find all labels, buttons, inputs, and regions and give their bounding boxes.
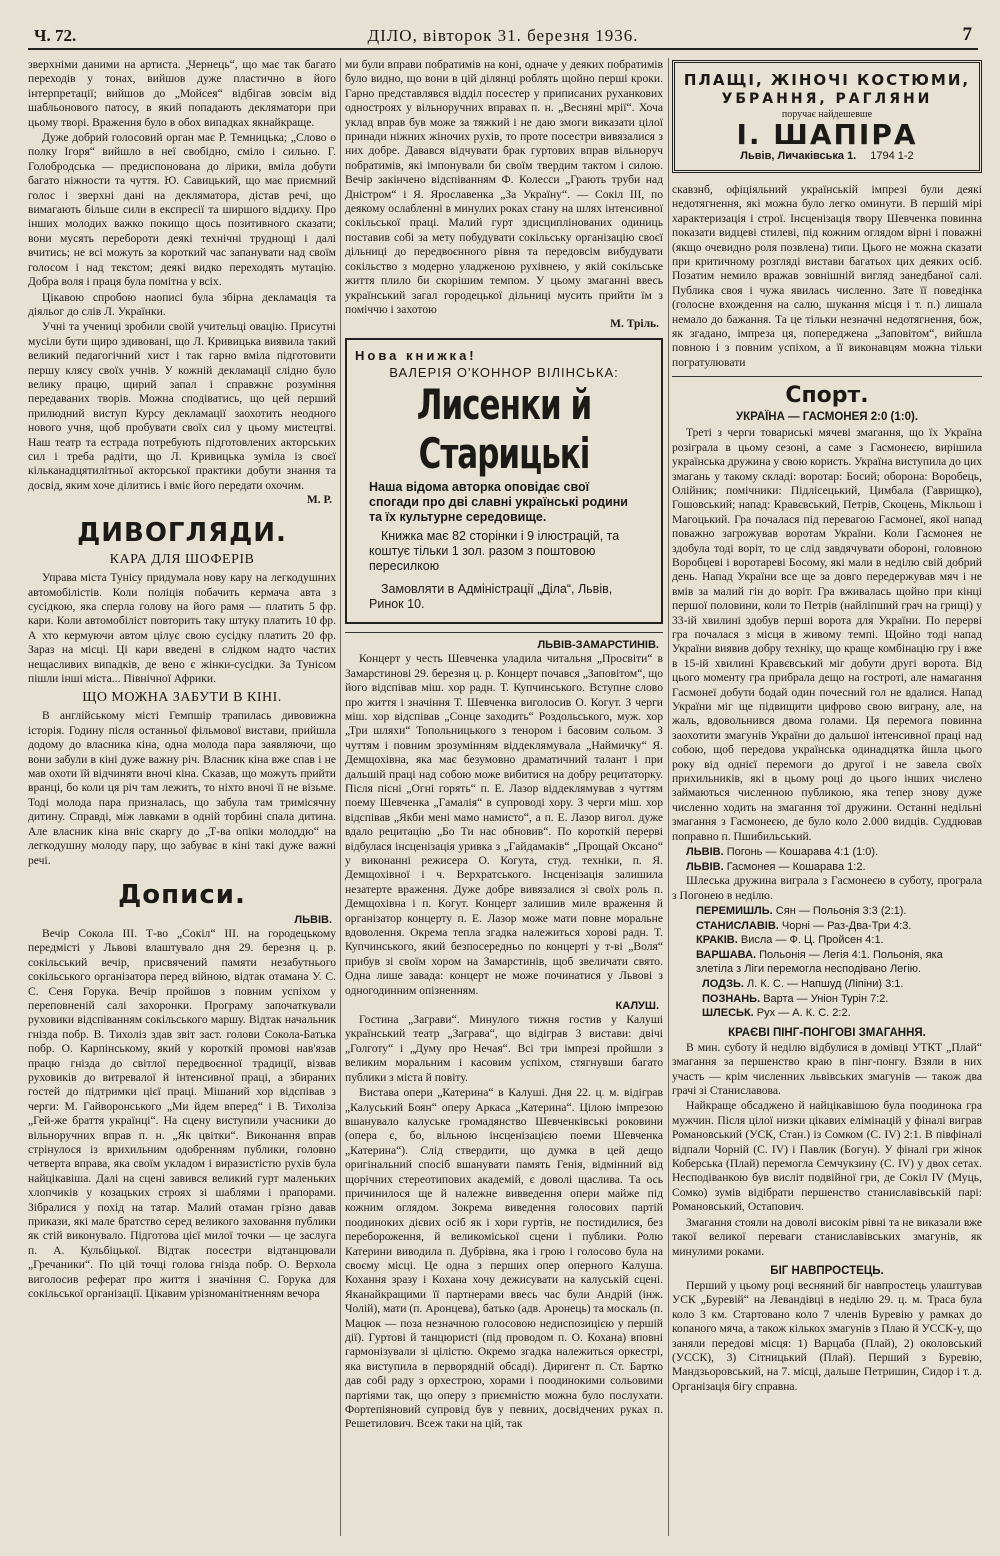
kalush-zagrava-text: Гостина „Заграви“. Минулого тижня гостив у Калуші український театр „Заграва“, що відіграв 3 вистави: двічі „Голготу“ і „Думу про Нечая“. Всі три імпрезі пройшли з великим моральним і касовим успіхом, стягнувши багато публики з міста й повіту. bbox=[345, 1013, 663, 1084]
lviv-dateline: ЛЬВІВ. bbox=[294, 913, 332, 926]
column-rule-1 bbox=[340, 58, 341, 1536]
divoglyady-heading: ДИВОГЛЯДИ. bbox=[77, 518, 287, 549]
column-right bbox=[672, 58, 982, 1536]
pingpong-paragraph-1: В мин. суботу й неділю відбулися в домівці УТКТ „Плай“ змагання за першенство краю в пінг-понгу. Взяли в них участь — крім численних львівських змагунів — також два грачі зі Станиславова. bbox=[672, 1040, 982, 1098]
dopysy-heading: Дописи. bbox=[118, 879, 246, 910]
kalush-continued-text: скавзнб, офіціяльний українській імпрезі були деякі недотягнення, які можна було легко оминути. В першій мірі характеризація і строї. Інсценізація твору Шевченка повинна показати видцеві стилеві, під кожним оглядом вірні і поважні (якщо очевидно роля позвлена) типи. Цього не можна сказати при критичному розгляді вистави багатьох цих деяких осіб. Позатим немило вражав зовнішній вигляд занедбаної салі. Публика своя і чужа явилась численно. Зате її поведінка (голосне вхождення на салю, шукання місця і т. п.) лишала немало до бажання. Та це тільки незначні недотягнення, бож, як згадано, імпреза ця, попереджена „Заповітом“, вийшла повною і з повним успіхом, а її виконавцям можна тільки погратулювати bbox=[672, 183, 982, 369]
results-list bbox=[672, 845, 982, 1021]
book-title: Лисенки й Старицькі bbox=[416, 381, 592, 479]
ad-line-2: УБРАННЯ, РАГЛЯНИ bbox=[721, 91, 933, 107]
ad-phone: 1794 1-2 bbox=[870, 150, 914, 162]
result-row: ЛОДЗЬ. Л. К. С. — Напшуд (Ліпіни) 3:1. bbox=[702, 978, 904, 991]
column-rule-2 bbox=[668, 58, 669, 1536]
kino-text: В англійському місті Гемпшір трапилась дивовижна історія. Годину після останньої фільмової вистави, прийшла додому до власника кіна, одна молода пара заявляючи, що вони забули в кіні дуже важну річ. Власник кіна вже спав і не мав охоти їй відчиняти вночі кіна. Сказав, що можуть прийти вранці, бо коли ця річ там лежить, то ніхто вночі її не візьме. Тоді молода пара призналась, що забула там тримісячну дитину. Справді, між лавками в одній торбині спала дитина. Але власник кіна вніс скаргу до „Т-ва опіки молоддю“ на легкодушну молоду пару, що забуває в кіні такі дуже важні речі. bbox=[28, 709, 336, 867]
zamarstyniv-text: Концерт у честь Шевченка уладила читальня „Просвіти“ в Замарстинові 29. березня ц. р. Концерт почався „Заповітом“, що його відспівав міш. хор радн. Т. Купчинського. Вступне слово про життя і значіння Т. Шевченка виголосив О. Когут. З черги міш. хор відспівав „Сонце заходить“ Роздольського, муж. хор „Три шляхи“ Топольницького з тенором і басовим сольом. З чуттям і повним зрозумінням віддеклямувала „Наймичку“ Я. Демщохівна, яка має безумовно драматичний талант і при дальшій праці над собою може вибитися на добру рецитаторку. Після пісні „Огні горять“ п. Е. Лазор віддеклямував з чуттям поему Шевченка „Гамалія“ в супроводі хору. З черги міш. хор відспівав „Якби мені мамо намисто“, а п. Е. Лазор вигол. дуже вдало рецитацію „Бо Ти нас обновив“. По короткій перерві відбулася інсценізація уривка з „Гайдамаків“ „Прощай Оксано“ у виконанні режисера О. Когута, студ. техніки, п. Я. Демщохівної і ч. Верхратського. Інсценізація залишила незатерте враження. Дуже добре вивязалися зі своїх роль п. Демщохівна і п. Когут. Концерт залишив миле враження й організатор концерту п. Е. Лазор може мати повне моральне вдоволення. Окрема тепла згадка належиться хорові радн. Т. Купчинського, який безпосередньо по концерті у т-ві „Воля“ прибув зі своїм хором на Замарстинів, щоб звеличати свято. Одна лише завада: концерт не може починатися у Львові з одногодинним опізненням. bbox=[345, 652, 663, 997]
result-row: ВАРШАВА. Польонія — Легія 4:1. Польонія, яка злетіла з Ліги перемогла несподівано Легію. bbox=[696, 948, 943, 976]
intro-signature: М. Р. bbox=[306, 494, 332, 507]
result-row: СТАНИСЛАВІВ. Чорні — Раз-Два-Три 4:3. bbox=[696, 919, 912, 932]
masthead bbox=[28, 22, 978, 50]
result-row: ЛЬВІВ. Гасмонея — Кошарава 1:2. bbox=[686, 860, 866, 873]
result-row: КРАКІВ. Висла — Ф. Ц. Пройсен 4:1. bbox=[696, 934, 884, 947]
ad-address: Львів, Личаківська 1. bbox=[740, 150, 857, 162]
kalush-opera-text: Вистава опери „Катерина“ в Калуші. Дня 22. ц. м. відіграв „Калуський Боян“ оперу Аркаса „Катерина“. Цілою імпрезою вшанувало калуське громадянство Шевченківські роковини (опера є, бо, вільною інсценізацією поеми Шевченка „Катерина“). Слід ствердити, що думка в цей дещо оригінальний спосіб вшанувати память Генія, відмінний від щорічних стереотипових академій, є доволі щаслива. Та ось причинилося ще й належне вивведення опери майже під кожним оглядом. Зокрема виведення голосових партій поодиноких дієвих осіб як і хори гуртів, не постидилися, без перебороження, й великоміської сцени і публики. Ролю Катерини виводила п. Дубрівна, яка і грою і голосово була на своєму місці. Це одна з перших опер оперного Калуша. Кохання зразу і Кохана хочу дежисувати на калуській сцені. Яканайкращими її партнерами ввесь час були Андрій (інж. Чолій), мати (п. Аронцева), батько (адв. Аронець) та москаль (п. Мацюк — поза незначною голосовою недиспозицією у першій дії). Гуртові й танцюристі (під проводом п. О. Кохана) вповні гармонізували зі цілістю. Окремо згадка належиться оркестрі, яка виступила в перворядній обсаді). Диригент п. Ст. Бартко дав собі раду з орхестрою, хорами і поодинокими сольовими партіями так, що оперу з приємністю можна було послухати. Фортепіяновий супровід був у певних, досвідчених руках п. Решетилович. Всеж таки на цій, так bbox=[345, 1086, 663, 1431]
page-number: 7 bbox=[962, 24, 972, 45]
match-report: Треті з черги товариські мячеві змагання, що їх Україна розіграла в цьому сезоні, а саме з Гасмонеєю, вирішила українська дружина у свою користь. Україна виступила до цих змагань у такому складі: воротар: Босий; оборона: Воробець, Олійник; помічники: Підлісецький, Цимбала (Гаврищко), Гошовський; напад: Кравєвський, Петрів, Скоцень, Мікльош і Магоцький. Гра почалася під перевагою Гасмонеї, якої напад поважно загрожував воротам України. Коли Гасмонея не здобула тоді ворiт, то це слід завдячувати обороні, головною Воробцеві і воротареві Босому, які мали в неділю свій добрий день. Напад України все ще за довго передержував мяч і не вмів за малий гін до ворiт. Гра вживалась щойно при кінці першої половини, коли то Петрів (найліпший грач на грищі) у 33-ій хвилині здобув перші ворота для України. По перерві гра почалася з місця в живому темпі. Щойно тоді напад України виявив добру техніку, що краще комбінацію гру і вже в 15-ій хвилині Кравєвський міг добути другі ворота. Від цього моменту гра прибрала дещо на гостроті, але намагання Гасмонеї добути бодай один почесний гол не вдалися. Напад України міг ще підвищити цифрово свою виграну, але, на жаль, вдовольнився двома голами. Ця перемога повинна заохотити змагунів України до дальшої інтенсивної праці над собою, щоб передова українська одинадцятка йшла цього року від однієї перемоги до другої і не завела своїх прихильників, які в цьому році до цього інших числено займаються численною публикою, яка тепер знову дуже численно ходить на змагання тої дружини. Останні недільні змагання з Гасмонеєю, де було коло 2.000 видців. Суддював поправно п. Пшибильський. bbox=[672, 426, 982, 843]
page-label: Ч. 72. bbox=[34, 26, 77, 45]
pingpong-paragraph-3: Змагання стояли на доволі високім рівні та не виказали вже такої великої переваги станиславівських змагунів, як минулими роками. bbox=[672, 1215, 982, 1258]
book-description: Наша відома авторка оповідає свої спогади про дві славні українські родини та їх культурне середовище. bbox=[369, 480, 628, 525]
book-author: ВАЛЕРІЯ О'КОННОР ВІЛІНСЬКА: bbox=[389, 365, 619, 381]
divider bbox=[345, 632, 663, 633]
ad-address-line bbox=[681, 150, 973, 162]
column-left bbox=[28, 58, 336, 1536]
result-row: ПОЗНАНЬ. Варта — Уніон Турін 7:2. bbox=[702, 992, 889, 1005]
pingpong-heading: КРАЄВІ ПІНГ-ПОНГОВІ ЗМАГАННЯ. bbox=[728, 1026, 926, 1039]
divider bbox=[672, 376, 982, 377]
pingpong-paragraph-2: Найкраще обсаджено й найцікавішою була поодинока гра мужчин. Після цілої низки цікавих елімінацій у фіналі виграв Романовський (УСК, Стан.) із Сомком (С. IV) 2:1. В півфіналі відпали Чорній (С. IV) і Павлик (Богун). У фіналі гри жінок Коберська (Плай) перемогла Семчукзину (С. IV) у двох сетах. Несподіванкою був висліт подвійної гри, де Сокіл IV (Муць, Сомко) зумів відібрати першенство станиславівській парі: Романовський, Остапович. bbox=[672, 1099, 982, 1214]
shapira-advertisement bbox=[672, 60, 982, 173]
book-kicker: Нова книжка! bbox=[355, 348, 477, 364]
ad-line-3: поручає найдешевше bbox=[781, 109, 873, 120]
kara-heading: КАРА ДЛЯ ШОФЕРІВ bbox=[109, 552, 255, 568]
column-middle bbox=[345, 58, 663, 1536]
book-advertisement bbox=[345, 338, 663, 624]
kalush-dateline: КАЛУШ. bbox=[615, 1000, 659, 1013]
book-price: Книжка має 82 сторінки і 9 ілюстрацій, та коштує тільки 1 зол. разом з поштовою пересилкою bbox=[369, 529, 620, 574]
intro-paragraph-2: Дуже добрий голосовий орган має Р. Темницька; „Слово о полку Ігоря“ вийшло в неї свобідно, сміло і сильно. Г. Голобродська — предиспонована до лірики, вміла добути багато ніжности та чуття. Ю. Савицький, що має приємний голос і зверхні дані на декляматора, дістав речі, що вимагають більше сили в експресії та ширшого віддиху. Про інших молодих важко покищо щось позитивного сказати; вони мусять перебороти деякі технічні труднощі і далі вчитись; не всі можуть за короткий час запанувати над своїм голосом і над текстом; деякі видко переходять мутацію. Добра воля і праця була помітна у всіх. bbox=[28, 131, 336, 289]
zamarstyniv-dateline: ЛЬВІВ-ЗАМАРСТИНІВ. bbox=[537, 639, 659, 652]
intro-paragraph-3: Цікавою спробою наописі була збірна декламація та діяльог до слів Л. Українки. bbox=[28, 290, 336, 318]
result-row: ЛЬВІВ. Погонь — Кошарава 4:1 (1:0). bbox=[686, 846, 879, 859]
intro-paragraph-4: Учні та учениці зробили своїй учительці овацію. Присутні мусіли бути щиро здивовані, що Л. Кривицька виявила такий великий педагогічний хист і так гарно вміла підготовити першу кляcу своїх учнів. У кожній декламації слідно було велику працю, щирий запал і справжнє розуміння передаваних творів. Можна сподіватись, що цей перший прилюдний виступ Курсу декламації заохотить неодного нового учня, щоб пробувати своїх сил у цьому мистецтві. Наш театр та естрада потребують підготовлених акторських сил і треба радіти, що Л. Кривицька зуміла із своєї кільканадцятилітньої акторської практики добути знання та досвід, яким хоче ділитись і вміє його передати охочим. bbox=[28, 320, 336, 492]
ad-line-1: ПЛАЩІ, ЖІНОЧІ КОСТЮМИ, bbox=[683, 71, 971, 89]
intro-paragraph-1: зверхніми даними на артиста. „Чернець“, що має так багато переходів у тонах, вийшов дуже пластично в його інтерпретації; вийшов до „Мойсея“ відбігав зовсім від шабльонового патосу, в який попадають декляматори при цьому творі. Враження було в обох випадках якнайкраще. bbox=[28, 58, 336, 129]
lviv-sokil-text: Вечір Сокола ІІІ. Т-во „Сокіл“ ІІІ. на городецькому передмісті у Львові влаштувало дня 29. березня ц. р. сокільський вечір, присвячений памяти незабутнього сокільського організатора перед війною, відтак отамана У. С. С. Сеня Горука. Вечір пройшов з повним успіхом у переповненій салі захоронки. Програму започаткували руховики відспіванням сокільського маршу. Відтак начальник гнізда побр. В. Тихоліз здав звіт заст. голови Сокола-Батька побр. О. Карпінському, який у короткій промові нав'язав працю гнізда до світлої передвоєнної традиції, візвав руховиків до витревалої й інтенсивної праці, а збираних гостей до підтримки цієї праці. Мішаний хор відспівав з черги: М. Гайворонського „Ми йдем вперед“ і В. Тихоліза „Гей-же браття українці“. На сцену виступили учасники до вільноручних вправ п. н. „Як цвітки“. Виконання вправ стрінулося із врихильним одобренням публики, головно четверта вправа, яка своїм укладом і виразистістю рухів була найцікавіша. Далі на сцені завився великий гурт маленьких хлопчиків у козацьких строях зі шаблями і прапорами. Зібралися у похід на татар. Малий отаман грізно давав прикази, які мале братство серед великого заховання публики як стій виконувало. Підготова цієї милої точки — це заслуга п. А. Кульбіцької. Відтак посестри відтанцювали „Гречаники“. По цій точці голова гнізда побр. О. Верхола виголосив реферат про життя і значіння С. Горука для сокільської організації. Цікавим урізноманітненням вечора bbox=[28, 926, 336, 1301]
result-row: ПЕРЕМИШЛЬ. Сян — Польонія 3:3 (2:1). bbox=[696, 905, 907, 918]
sokil-signature: М. Тріль. bbox=[610, 318, 659, 331]
kino-heading: ЩО МОЖНА ЗАБУТИ В КІНІ. bbox=[82, 690, 282, 706]
ad-shop-name: І. ШАПІРА bbox=[736, 118, 918, 151]
sokil-continued-text: ми були вправи побратимів на коні, одначе у деяких побратимів було видно, що вони в цій ділянці роблять щойно перші кроки. Гарно представлявся відділ посестер у приписаних руханкових однострoях у вільноручних вправах п. н. „Весняні мрії“. Хоча уклад вправ був може за тяжкий і не даю змоги виказати цілої принади ніжних жіночих рухів, то проте посестри вивязалися з них добре. Давався відчувати брак гуртових вправ вільноруч побратимів, які імпонували би своїм твердим тактом і силою. Вечір закінчено відспіванням Ф. Колесси „Грають труби над Дністром“ і Я. Ярославенка „За Україну“. — Сокіл ІІІ, по деякому ослабленні в минулих роках стану на шлях інтенсивної сокільської праці. Малий гурт здисциплінованих одиниць поставив собі за мету побудувати сокільську організацію своєї дільниці до передвоєнного рівня та передовсім вибудувати сокільство з модерно уладженою рухівнею, у якій сокільське життя плило би скорішим темпом. У цьому змаганні ввесь український загал городецької дільниці мусить прийти їм з поміччю і захотою bbox=[345, 58, 663, 316]
result-row: ШЛЕСЬК. Рух — А. К. С. 2:2. bbox=[702, 1007, 851, 1020]
book-order-info: Замовляти в Адміністрації „Діла“, Львів, Ринок 10. bbox=[369, 582, 613, 612]
run-heading: БІГ НАВПРОСТЕЦЬ. bbox=[770, 1264, 884, 1277]
sport-heading: Спорт. bbox=[785, 383, 869, 409]
match-heading: УКРАЇНА — ГАСМОНЕЯ 2:0 (1:0). bbox=[735, 411, 919, 424]
kara-text: Управа міста Тунісу придумала нову кару на легкодушних автомобілістів. Коли поліція побачить кермача авта з сусідкою, яка сперла голову на його рамя — платить 5 фр. кари. Коли автомобіліст повторить таку штуку платить 10 фр. А хто кермуючи автом цілує свою сусідку платить 20 фр. Зараз на місці. Ці кари введені в слідком надто частих нещасливих випадків, де вено є жінки-сусідки. За Тунісом пішли інші міста... Північної Африки. bbox=[28, 571, 336, 686]
result-note: Шлеська дружина виграла з Гасмонеєю в суботу, програла з Погонею в неділю. bbox=[672, 874, 982, 902]
run-text: Перший у цьому році весняний біг навпростець улаштував УСК „Буревій“ на Левандівці в неділю 29. ц. м. Траса була коло 3 км. Стартовано коло 7 членів Буревію у рамках до копаного мяча, а також кількох змагунів з Плаю й УССК-у, що заняли передові місця: 1) Варцаба (Плай), 2) околовський (УССК), 3) Сітницький (Плай). Перший з Буревію, Мандзьоровський, на 7. місці, дальше Петришин, Сидор і т. д. Організація бігу справна. bbox=[672, 1278, 982, 1393]
masthead-title-date: ДІЛО, вівторок 31. березня 1936. bbox=[367, 26, 639, 45]
